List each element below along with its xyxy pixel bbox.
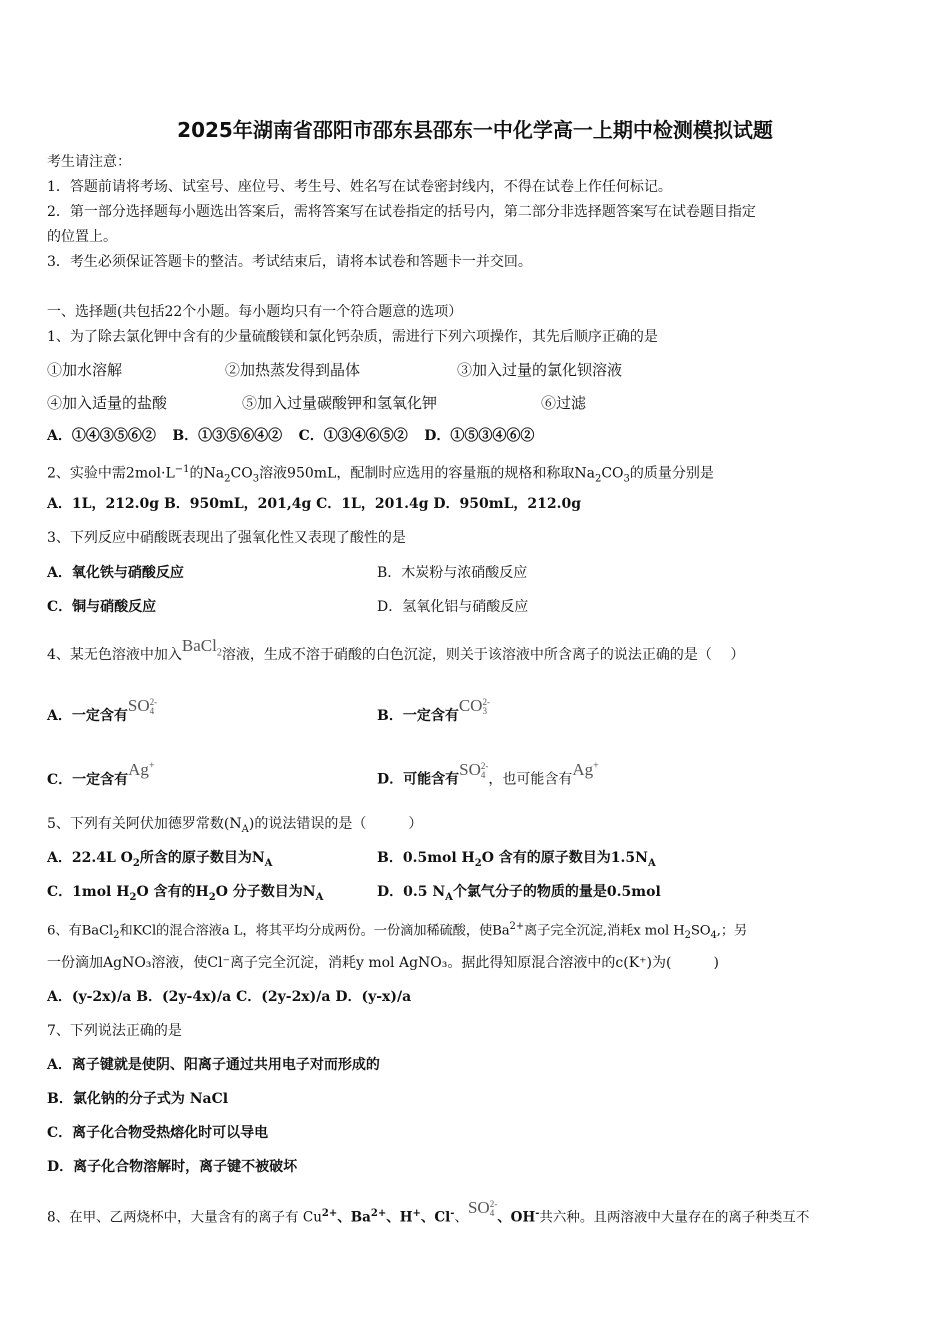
option-sub: 2 [474, 857, 482, 869]
option-label: B．一定含有 [377, 708, 459, 724]
q2-text: 2、实验中需2mol·L [47, 465, 175, 482]
q8-sup: - [450, 1208, 455, 1219]
notice-item: 3．考生必须保证答题卡的整洁。考试结束后，请将本试卷和答题卡一并交回。 [47, 254, 532, 270]
option-text: O 含有的H [136, 884, 209, 900]
question-7-stem: 7、下列说法正确的是 [47, 1023, 182, 1039]
formula-text: BaCl [181, 636, 217, 655]
question-1-options [47, 426, 534, 446]
operation-4: ④加入适量的盐酸 [47, 394, 168, 412]
q2-text: CO [230, 465, 253, 482]
ion-text: CO [458, 696, 483, 715]
section-heading: 一、选择题(共包括22个小题。每小题均只有一个符合题意的选项） [47, 304, 463, 320]
option-d[interactable] [377, 882, 661, 908]
q8-sup: + [412, 1208, 421, 1219]
q2-text: 的质量分别是 [629, 465, 714, 482]
q8-text: 、H [386, 1209, 413, 1226]
q2-sub: 2 [224, 473, 231, 485]
notice-item: 2．第一部分选择题每小题选出答案后，需将答案写在试卷指定的括号内，第二部分非选择题答案写在试卷题目指定 [47, 204, 756, 220]
option-sub: A [647, 857, 656, 869]
q8-text: 8、在甲、乙两烧杯中，大量含有的离子有 Cu [47, 1209, 322, 1226]
question-1-operations-row1 [47, 360, 623, 380]
q2-text: CO [601, 465, 624, 482]
question-3-stem: 3、下列反应中硝酸既表现出了强氧化性又表现了酸性的是 [47, 530, 406, 546]
option-label: A．一定含有 [47, 708, 128, 724]
option-c[interactable] [47, 759, 155, 788]
question-4-options-row1 [47, 696, 490, 726]
q2-text: 的Na [189, 465, 225, 482]
q6-text: SO [690, 923, 711, 939]
option-sub: A [315, 891, 324, 903]
carbonate-ion [459, 696, 490, 715]
q5-sub: A [241, 823, 249, 835]
q6-sub: 2 [113, 930, 120, 942]
option-text: C．1mol H [47, 884, 130, 900]
q5-text: )的说法错误的是（ ） [248, 816, 423, 832]
question-6-stem-line1 [47, 917, 747, 946]
q4-text: 4、某无色溶液中加入 [47, 647, 182, 663]
q8-sup: 2+ [370, 1208, 387, 1219]
question-3-options-row1 [47, 563, 528, 583]
ion-sub: 4 [489, 1207, 495, 1218]
q8-text: 、OH [497, 1209, 536, 1226]
question-3-options-row2 [47, 597, 529, 617]
operation-6: ⑥过滤 [541, 394, 587, 412]
sulfate-ion [468, 1198, 497, 1217]
q2-sub: 2 [594, 473, 602, 485]
q6-sub: 4 [710, 930, 717, 942]
bacl2-formula [181, 636, 222, 659]
ion-sub: 4 [149, 706, 155, 717]
sulfate-ion [128, 696, 157, 715]
q4-text: 溶液，生成不溶于硝酸的白色沉淀，则关于该溶液中所含离子的说法正确的是（ ） [221, 647, 745, 663]
q6-text: 和KCl的混合溶液a L，将其平均分成两份。一份滴加稀硫酸，使Ba [119, 923, 510, 939]
option-text: O 分子数目为N [215, 884, 316, 900]
silver-ion [572, 760, 598, 779]
sulfate-ion [459, 760, 488, 779]
option-d[interactable]: D．①⑤③④⑥② [424, 428, 535, 444]
option-a[interactable] [47, 850, 273, 869]
ion-sup: 2- [149, 697, 158, 708]
q8-sup: - [535, 1208, 540, 1219]
option-d[interactable]: D．氢氧化铝与硝酸反应 [377, 599, 529, 615]
option-a[interactable]: A．离子键就是使阴、阳离子通过共用电子对而形成的 [47, 1057, 380, 1073]
option-a[interactable] [47, 696, 158, 724]
operation-5: ⑤加入过量碳酸钾和氢氧化钾 [242, 394, 438, 412]
ion-text: SO [459, 759, 481, 779]
q8-text: 共六种。且两溶液中大量存在的离子种类互不 [539, 1209, 810, 1226]
option-d[interactable]: D．离子化合物溶解时，离子键不被破坏 [47, 1159, 298, 1175]
question-4-options-row2 [47, 759, 599, 790]
option-b[interactable]: B．氯化钠的分子式为 NaCl [47, 1091, 229, 1107]
option-text: A．22.4L O [47, 850, 133, 866]
option-label: ，也可能含有 [488, 771, 573, 788]
ion-sup: 2- [482, 697, 490, 708]
option-sub: A [264, 857, 273, 869]
option-c[interactable]: C．铜与硝酸反应 [47, 599, 157, 615]
formula-sub: 2 [216, 647, 222, 659]
q6-sup: 2+ [509, 921, 524, 932]
question-6-stem-line2: 一份滴加AgNO₃溶液，使Cl⁻离子完全沉淀，消耗y mol AgNO₃。据此得知原混合溶液中的c(K⁺)为( ) [47, 955, 719, 971]
option-c[interactable] [47, 884, 324, 903]
option-label: D．可能含有 [377, 771, 460, 788]
ion-text: Ag [128, 759, 149, 779]
option-label: C．一定含有 [47, 771, 129, 788]
option-text: 所含的原子数目为N [139, 850, 265, 866]
question-2-stem [47, 460, 714, 489]
option-b[interactable] [377, 848, 656, 874]
question-4-stem [47, 636, 745, 671]
option-text: 个氯气分子的物质的量是0.5mol [452, 884, 661, 900]
option-c[interactable]: C．①③④⑥⑤② [298, 428, 408, 444]
silver-ion [128, 760, 154, 779]
option-sub: 2 [129, 891, 137, 903]
question-1-stem: 1、为了除去氯化钾中含有的少量硫酸镁和氯化钙杂质，需进行下列六项操作，其先后顺序正确的是 [47, 329, 658, 345]
ion-sup: 2- [489, 1198, 498, 1209]
ion-sup: + [593, 760, 599, 771]
ion-text: SO [467, 1197, 490, 1217]
q2-text: 溶液950mL，配制时应选用的容量瓶的规格和称取Na [259, 465, 595, 482]
q8-text: 、Cl [420, 1209, 451, 1226]
operation-1: ①加水溶解 [47, 361, 123, 379]
q6-text: ,；另 [716, 923, 748, 939]
notice-item: 的位置上。 [47, 229, 117, 245]
option-text: D．0.5 N [377, 884, 446, 900]
option-sub: A [445, 891, 453, 903]
ion-sub: 3 [482, 706, 487, 717]
option-c[interactable]: C．离子化合物受热熔化时可以导电 [47, 1125, 269, 1141]
question-6-options[interactable]: A．(y-2x)/a B．(2y-4x)/a C．(2y-2x)/a D．(y-x)/a [47, 989, 412, 1005]
ion-sup: + [148, 760, 155, 771]
q2-sub: 3 [252, 473, 260, 485]
notice-heading: 考生请注意： [47, 154, 131, 170]
question-2-options[interactable]: A．1L，212.0g B．950mL，201,4g C．1L，201.4g D．950mL，212.0g [47, 496, 582, 512]
ion-text: SO [127, 696, 150, 715]
q6-sub: 2 [684, 930, 691, 942]
ion-text: Ag [572, 759, 594, 779]
question-5-options-row1 [47, 848, 656, 874]
option-a[interactable]: A．①④③⑤⑥② [47, 428, 156, 444]
question-8-stem [47, 1197, 810, 1228]
q6-text: 离子完全沉淀,消耗x mol H [523, 923, 685, 939]
q5-text: 5、下列有关阿伏加德罗常数(N [47, 816, 242, 832]
q2-sub: 3 [623, 473, 630, 485]
option-b[interactable]: B．木炭粉与浓硝酸反应 [377, 565, 528, 581]
question-5-stem [47, 814, 422, 840]
option-text: B．0.5mol H [377, 850, 475, 866]
question-5-options-row2 [47, 882, 661, 908]
q8-text: 、Ba [337, 1209, 371, 1226]
option-d[interactable] [377, 759, 599, 790]
option-sub: 2 [208, 891, 216, 903]
q2-sup: −1 [174, 464, 190, 475]
option-sub: 2 [132, 857, 140, 869]
page-title: 2025年湖南省邵阳市邵东县邵东一中化学高一上期中检测模拟试题 [177, 118, 773, 142]
ion-sub: 4 [480, 769, 486, 780]
ion-sup: 2- [480, 760, 489, 771]
option-b[interactable] [377, 696, 490, 726]
q8-text: 、 [454, 1209, 468, 1226]
operation-3: ③加入过量的氯化钡溶液 [457, 361, 623, 379]
option-a[interactable]: A．氧化铁与硝酸反应 [47, 565, 184, 581]
q6-text: 6、有BaCl [47, 923, 114, 939]
operation-2: ②加热蒸发得到晶体 [225, 361, 361, 379]
question-1-operations-row2 [47, 393, 587, 413]
q8-sup: 2+ [321, 1208, 338, 1219]
option-b[interactable]: B．①③⑤⑥④② [172, 428, 283, 444]
notice-item: 1．答题前请将考场、试室号、座位号、考生号、姓名写在试卷密封线内，不得在试卷上作任何标记。 [47, 179, 672, 195]
option-text: O 含有的原子数目为1.5N [481, 850, 648, 866]
